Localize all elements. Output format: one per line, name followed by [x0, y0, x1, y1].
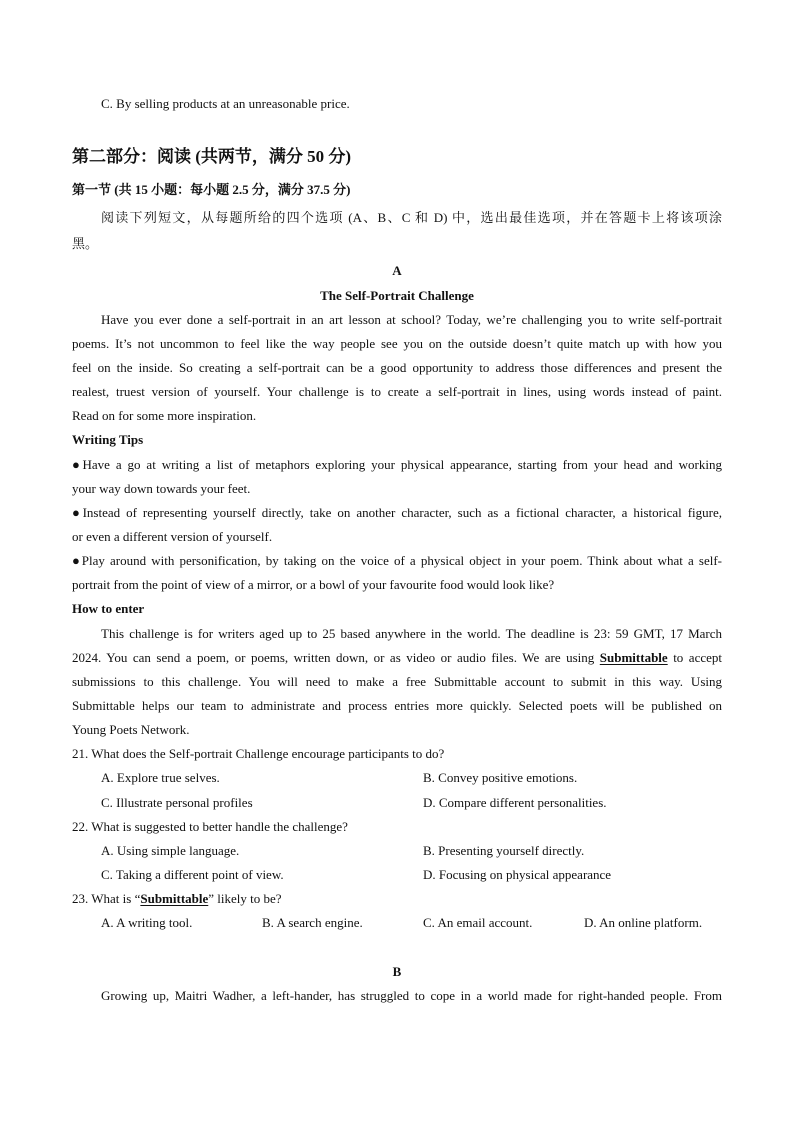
tip-line: ●Instead of representing yourself directly, take on another character, such as a fictional character, a historical figure,	[72, 505, 722, 520]
part-heading: 第二部分：阅读 (共两节，满分 50 分)	[72, 147, 352, 166]
question-22-option-b: B. Presenting yourself directly.	[423, 843, 585, 858]
question-23-option-b: B. A search engine.	[262, 915, 363, 930]
tip-line: ●Play around with personification, by taking on the voice of a physical object in your poem. Think about what a self-	[72, 553, 722, 568]
question-23-option-d: D. An online platform.	[584, 915, 703, 930]
enter-line: Young Poets Network.	[72, 722, 190, 737]
how-to-enter-heading: How to enter	[72, 601, 145, 616]
passage-b-letter: B	[392, 964, 402, 979]
previous-question-option-c: C. By selling products at an unreasonable price.	[101, 96, 350, 111]
question-21-stem: 21. What does the Self-portrait Challenge encourage participants to do?	[72, 746, 445, 761]
tip-line: portrait from the point of view of a mirror, or a bowl of your favourite food would look like?	[72, 577, 555, 592]
tip-line: ●Have a go at writing a list of metaphors exploring your physical appearance, starting from your head and working	[72, 457, 722, 472]
passage-a-line: Read on for some more inspiration.	[72, 408, 257, 423]
passage-a-letter: A	[392, 263, 402, 278]
enter-line-with-link	[72, 650, 722, 666]
instruction-line-1: 阅读下列短文，从每题所给的四个选项 (A、B、C 和 D) 中，选出最佳选项，并在答题卡上将该项涂	[101, 210, 722, 225]
passage-a-line: Have you ever done a self-portrait in an art lesson at school? Today, we’re challenging you to write self-portrait	[101, 312, 722, 327]
question-22-option-a: A. Using simple language.	[101, 843, 240, 858]
question-23-stem-text: 23. What is “	[72, 891, 141, 906]
question-22-option-c: C. Taking a different point of view.	[101, 867, 284, 882]
question-23-underlined-word: Submittable	[140, 891, 209, 906]
question-21-option-d: D. Compare different personalities.	[423, 795, 607, 810]
question-22-stem: 22. What is suggested to better handle the challenge?	[72, 819, 348, 834]
tip-line: your way down towards your feet.	[72, 481, 251, 496]
enter-line: Submittable helps our team to administrate and process entries more quickly. Selected poets will be published on	[72, 698, 722, 713]
enter-line: submissions to this challenge. You will need to make a free Submittable account to submit in this way. Using	[72, 674, 722, 689]
passage-a-line: realest, truest version of yourself. Your challenge is to create a self-portrait in lines, using words instead of paint.	[72, 384, 722, 399]
question-21-option-b: B. Convey positive emotions.	[423, 770, 578, 785]
question-21-option-c: C. Illustrate personal profiles	[101, 795, 253, 810]
submittable-link[interactable]: Submittable	[599, 650, 668, 665]
question-23-stem	[72, 891, 722, 907]
enter-line-text: 2024. You can send a poem, or poems, written down, or as video or audio files. We are using	[72, 650, 595, 665]
passage-a-title: The Self-Portrait Challenge	[320, 288, 474, 303]
question-22-option-d: D. Focusing on physical appearance	[423, 867, 612, 882]
question-23-stem-text: ” likely to be?	[208, 891, 282, 906]
question-23-option-a: A. A writing tool.	[101, 915, 193, 930]
passage-a-line: poems. It’s not uncommon to feel like the way people see you on the outside doesn’t quite match up with how you	[72, 336, 722, 351]
instruction-line-2: 黑。	[72, 236, 99, 251]
question-23-option-c: C. An email account.	[423, 915, 533, 930]
tip-line: or even a different version of yourself.	[72, 529, 273, 544]
passage-b-line: Growing up, Maitri Wadher, a left-hander, has struggled to cope in a world made for right-handed people. From	[101, 988, 722, 1003]
section-heading: 第一节 (共 15 小题：每小题 2.5 分，满分 37.5 分)	[72, 182, 351, 197]
enter-line-text: to accept	[673, 650, 722, 665]
enter-line: This challenge is for writers aged up to 25 based anywhere in the world. The deadline is 23: 59 GMT, 17 March	[101, 626, 722, 641]
question-21-option-a: A. Explore true selves.	[101, 770, 220, 785]
passage-a-line: feel on the inside. So creating a self-portrait can be a good opportunity to address those differences and present the	[72, 360, 722, 375]
writing-tips-heading: Writing Tips	[72, 432, 144, 447]
